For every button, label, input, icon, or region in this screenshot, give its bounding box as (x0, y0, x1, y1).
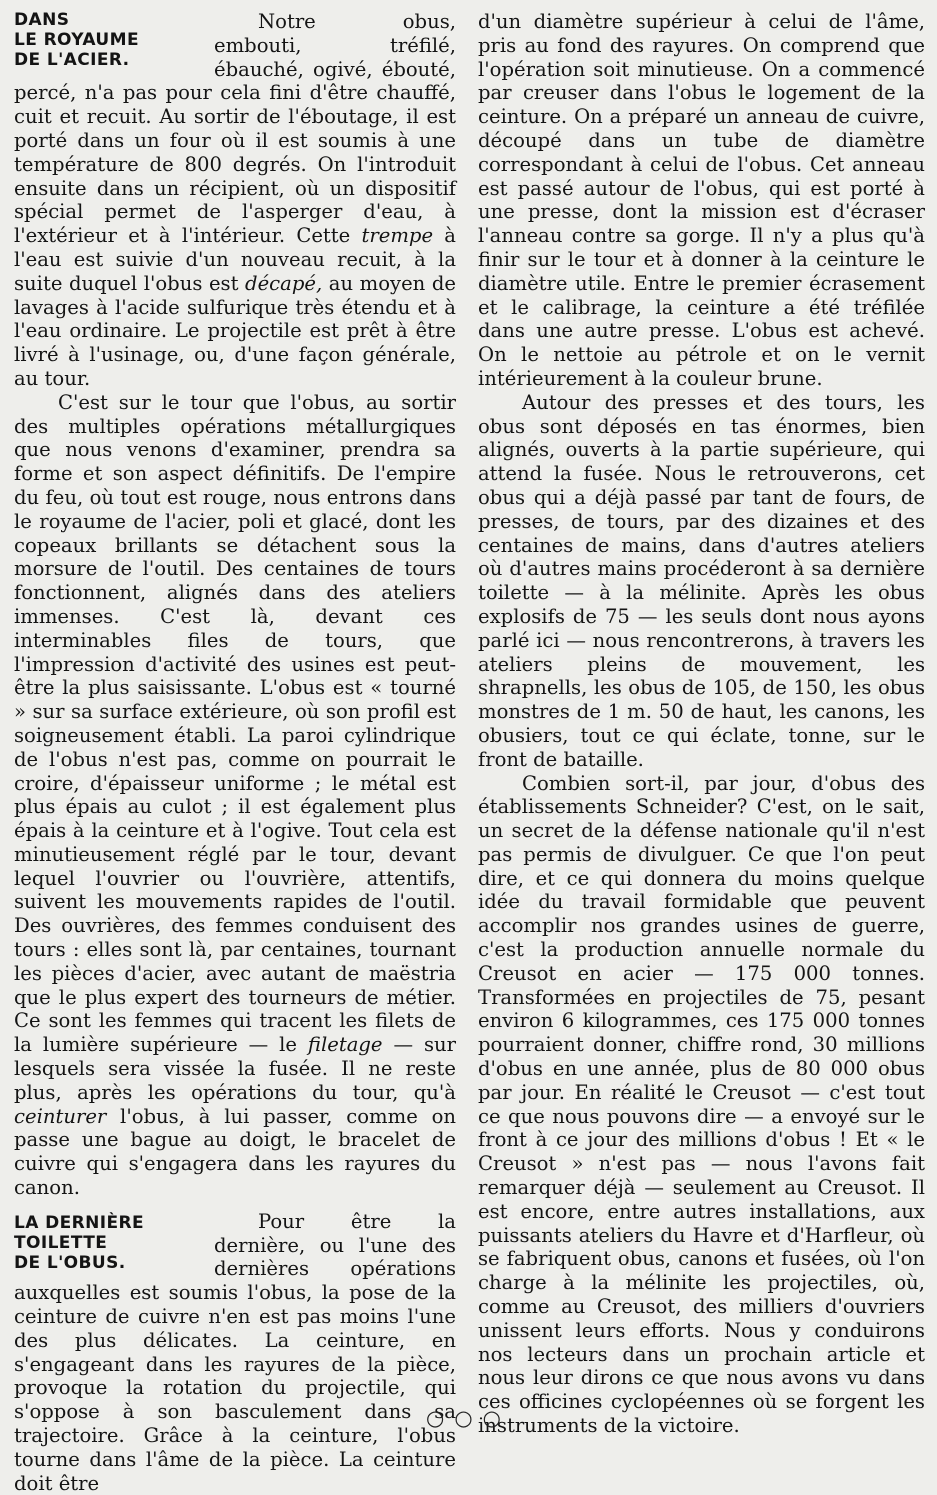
section-end-ornament: ○○○ (426, 1406, 511, 1430)
section-derniere-toilette (14, 1210, 456, 1495)
paragraph: Autour des presses et des tours, les obus sont déposés en tas énormes, bien alignés, ouverts à la partie supérieure, qui attend la fusée. Nous le retrouverons, cet obus qui a déjà passé par tant de fours, de presses, de tours, par des dizaines et des centaines de mains, dans d'autres ateliers où d'autres mains procéderont à sa dernière toilette — à la mélinite. Après les obus explosifs de 75 — les seuls dont nous ayons parlé ici — nous rencontrerons, à travers les ateliers pleins de mouvement, les shrapnells, les obus de 105, de 150, les obus monstres de 1 m. 50 de haut, les canons, les obusiers, tout ce qui éclate, tonne, sur le front de bataille. (478, 390, 925, 771)
italic-term: ceinturer (14, 1104, 107, 1128)
heading-line: TOILETTE (14, 1232, 108, 1253)
right-column (478, 10, 925, 1438)
paragraph: Combien sort-il, par jour, d'obus des établissements Schneider? C'est, on le sait, un secret de la défense nationale qu'il n'est pas permis de divulguer. Ce que l'on peut dire, et ce qui donnera du moins quelque idée du travail formidable que peuvent accomplir nos grandes usines de guerre, c'est la production annuelle normale du Creusot en acier — 175 000 tonnes. Transformées en projectiles de 75, pesant environ 6 kilogrammes, ces 175 000 tonnes pourraient donner, chiffre rond, 30 millions d'obus en une année, plus de 80 000 obus par jour. En réalité le Creusot — c'est tout ce que nous pouvons dire — a envoyé sur le front à ce jour des millions d'obus ! Et « le Creusot » n'est pas — nous l'avons fait remarquer déjà — seulement au Creusot. Il est encore, entre autres installations, aux puissants ateliers du Havre et d'Harfleur, où se fabriquent obus, canons et fusées, où l'on charge à la mélinite les projectiles, où, comme au Creusot, des milliers d'ouvriers unissent leurs efforts. Nous y conduirons nos lecteurs dans un prochain article et nous leur dirons ce que nous avons vu dans ces officines cyclopéennes où se forgent les instruments de la victoire. (478, 771, 925, 1438)
italic-term: filetage (307, 1033, 383, 1057)
paragraph: Pour être la dernière, ou l'une des dernières opérations auxquelles est soumis l'obus, la pose de la ceinture de cuivre n'en est pas moins l'une des plus délicates. La ceinture, en s'engageant dans les rayures de la pièce, provoque la rotation du projectile, qui s'oppose à son basculement dans sa trajectoire. Grâce à la ceinture, l'obus tourne dans l'âme de la pièce. La ceinture doit être (14, 1209, 456, 1495)
paragraph: Notre obus, embouti, tréfilé, ébauché, ogivé, ébouté, percé, n'a pas pour cela fini d'être chauffé, cuit et recuit. Au sortir de l'éboutage, il est porté dans un four où il est soumis à une température de 800 degrés. On l'introduit ensuite dans un récipient, où un dispositif spécial permet de l'asperger d'eau, à l'extérieur et à l'intérieur. Cette trempe à l'eau est suivie d'un nouveau recuit, à la suite duquel l'obus est décapé, au moyen de lavages à l'acide sulfurique très étendu et à l'eau ordinaire. Le projectile est prêt à être livré à l'usinage, ou, d'une façon générale, au tour. (14, 10, 456, 390)
heading-line: DE L'ACIER. (14, 50, 130, 70)
heading-line: DE L'OBUS. (14, 1252, 126, 1273)
paragraph: C'est sur le tour que l'obus, au sortir des multiples opérations métallurgiques que nous venons d'examiner, prendra sa forme et son aspect définitifs. De l'empire du feu, où tout est rouge, nous entrons dans le royaume de l'acier, poli et glacé, dont les copeaux brillants se détachent sous la morsure de l'outil. Des centaines de tours fonctionnent, alignés dans des ateliers immenses. C'est là, devant ces interminables files de tours, que l'impression d'activité des usines est peut-être la plus saisissante. L'obus est « tourné » sur sa surface extérieure, où son profil est soigneusement établi. La paroi cylindrique de l'obus n'est pas, comme on pourrait le croire, d'épaisseur uniforme ; le métal est plus épais au culot ; il est également plus épais à la ceinture et à l'ogive. Tout cela est minutieusement réglé par le tour, devant lequel l'ouvrier ou l'ouvrière, attentifs, suivent les mouvements rapides de l'outil. Des ouvrières, des femmes conduisent des tours : elles sont là, par centaines, tournant les pièces d'acier, avec autant de maëstria que le plus expert des tourneurs de métier. Ce sont les femmes qui tracent les filets de la lumière supérieure — le filetage — sur lesquels sera vissée la fusée. Il ne reste plus, après les opérations du tour, qu'à ceinturer l'obus, à lui passer, comme on passe une bague au doigt, le bracelet de cuivre qui s'engagera dans les rayures du canon. (14, 390, 456, 1200)
paragraph: d'un diamètre supérieur à celui de l'âme, pris au fond des rayures. On comprend que l'opération soit minutieuse. On a commencé par creuser dans l'obus le logement de la ceinture. On a préparé un anneau de cuivre, découpé dans un tube de diamètre correspondant à celui de l'obus. Cet anneau est passé autour de l'obus, qui est porté à une presse, dont la mission est d'écraser l'anneau contre sa gorge. Il n'y a plus qu'à finir sur le tour et à donner à la ceinture le diamètre utile. Entre le premier écrasement et le calibrage, la ceinture a été tréfilée dans une autre presse. L'obus est achevé. On le nettoie au pétrole et on le vernit intérieurement à la couleur brune. (478, 10, 925, 390)
section-royaume-acier (14, 10, 456, 1200)
section-heading-royaume-acier (14, 10, 206, 70)
section-heading-derniere-toilette (14, 1213, 206, 1273)
italic-term: décapé, (245, 271, 323, 295)
heading-line: LA DERNIÈRE (14, 1212, 144, 1233)
heading-line: LE ROYAUME (14, 30, 139, 50)
heading-line: DANS (14, 10, 70, 30)
italic-term: trempe (361, 224, 434, 248)
left-column (14, 10, 456, 1495)
